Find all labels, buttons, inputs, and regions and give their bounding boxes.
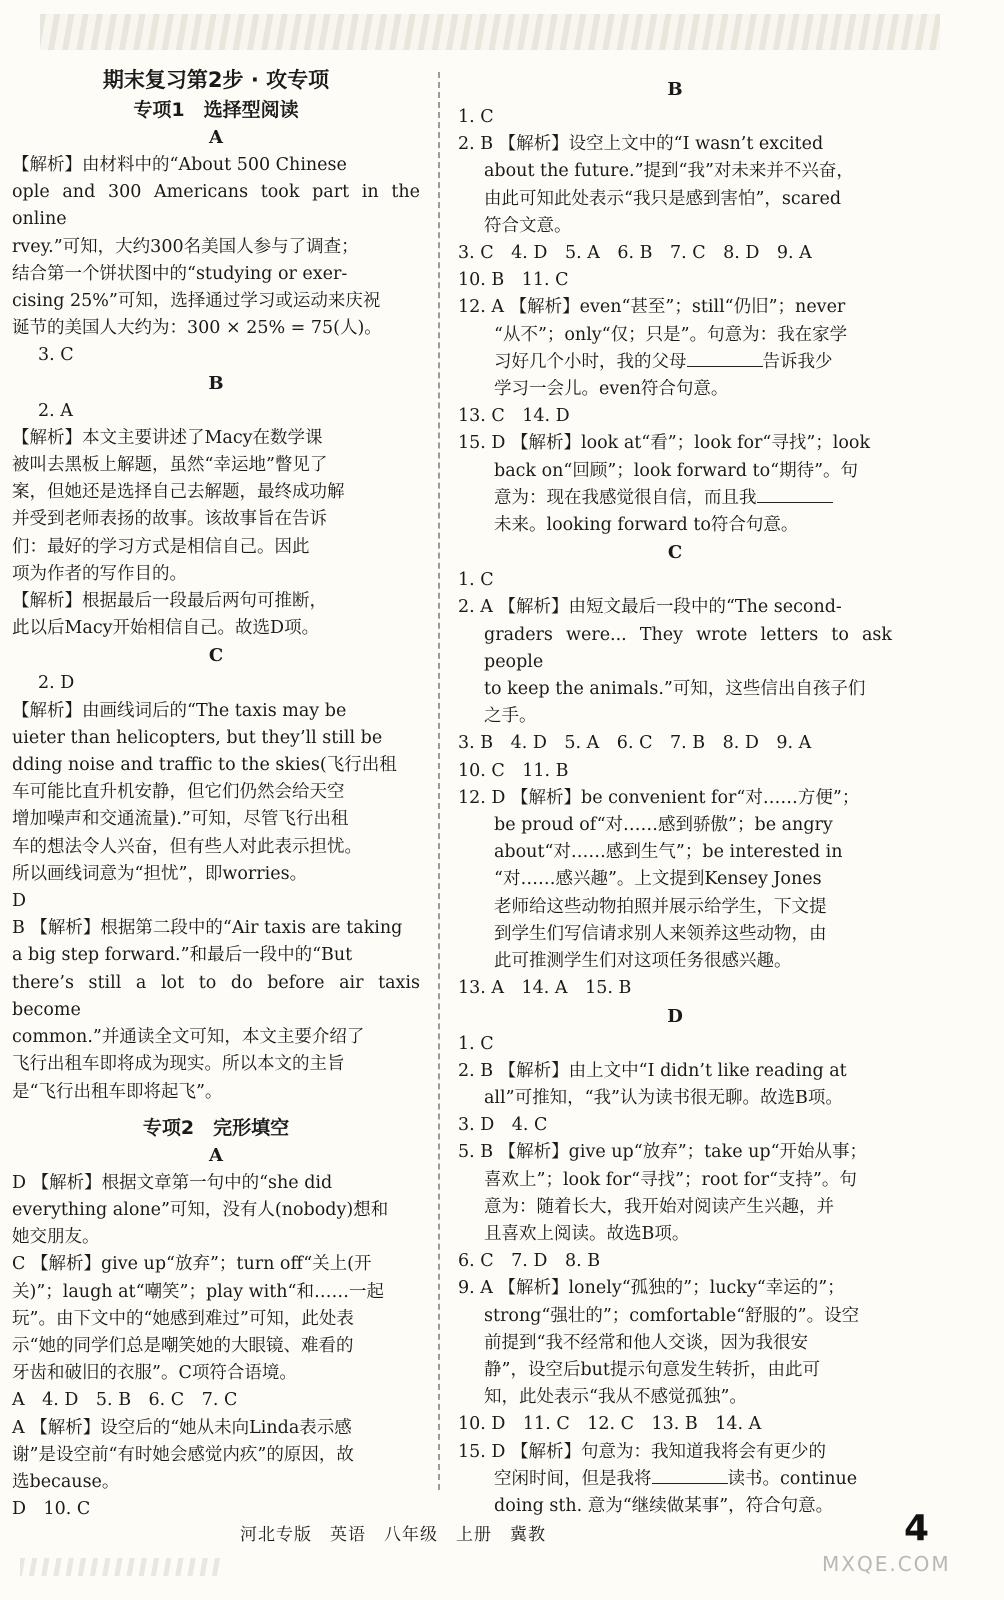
answer-text: 诞节的美国人大约为：300 × 25% = 75(人)。 — [12, 318, 382, 339]
answer-line: 1. C — [458, 570, 494, 591]
answer-text: 项为作者的写作目的。 — [12, 563, 187, 584]
answer-line: 1. C — [458, 1033, 494, 1054]
passage-c-heading: C — [667, 542, 683, 564]
answer-line: 13. C 14. D — [458, 406, 570, 427]
answer-text: 选because。 — [12, 1471, 120, 1492]
page-title: 期末复习第2步 · 攻专项 — [102, 68, 330, 92]
answer-text: about“对……感到生气”；be interested in — [494, 842, 843, 863]
answer-line: 10. D 11. C 12. C 13. B 14. A — [458, 1414, 762, 1435]
fill-blank — [757, 486, 833, 503]
answer-text: 车可能比直升机安静，但它们仍然会给天空 — [12, 782, 345, 803]
passage-d-heading: D — [667, 1005, 683, 1027]
answer-text: 5. B 【解析】give up“放弃”；take up“开始从事； — [458, 1142, 868, 1163]
answer-text — [458, 349, 892, 376]
answer-text: 案，但她还是选择自己去解题，最终成功解 — [12, 482, 345, 503]
fill-blank — [687, 350, 763, 367]
answer-text: 15. D 【解析】句意为：我知道我将会有更少的 — [458, 1441, 826, 1462]
answer-text: rvey.”可知，大约300名美国人参与了调查； — [12, 236, 359, 257]
answer-text-part: 习好几个小时，我的父母 — [494, 351, 687, 372]
answer-line: 3. B 4. D 5. A 6. C 7. B 8. D 9. A — [458, 733, 812, 754]
answer-text: 结合第一个饼状图中的“studying or exer- — [12, 263, 348, 284]
answer-text: 被叫去黑板上解题，虽然“幸运地”瞥见了 — [12, 455, 328, 476]
answer-text: a big step forward.”和最后一段中的“But — [12, 945, 353, 966]
answer-text: back on“回顾”；look forward to“期待”。句 — [494, 460, 859, 481]
answer-text: 所以画线词意为“担忧”，即worries。 — [12, 863, 308, 884]
answer-text: “从不”；only“仅；只是”。句意为：我在家学 — [494, 324, 848, 345]
answer-text: dding noise and traffic to the skies(飞行出租 — [12, 755, 397, 776]
section-title-2: 专项2 完形填空 — [142, 1116, 290, 1139]
answer-text: 15. D 【解析】look at“看”；look for“寻找”；look — [458, 433, 871, 454]
answer-line: 10. B 11. C — [458, 270, 569, 291]
answer-text: 之手。 — [484, 706, 537, 727]
answer-text: be proud of“对……感到骄傲”；be angry — [494, 815, 833, 836]
answer-text-part: 空闲时间，但是我将 — [494, 1468, 652, 1489]
answer-line: D 10. C — [12, 1499, 91, 1520]
answer-text: D 【解析】根据文章第一句中的“she did — [12, 1172, 333, 1193]
answer-text: 知，此处表示“我从不感觉孤独”。 — [484, 1387, 747, 1408]
bottom-decorative-band — [20, 1558, 220, 1576]
fill-blank — [652, 1467, 728, 1484]
answer-text: 前提到“我不经常和他人交谈，因为我很安 — [484, 1332, 808, 1353]
answer-text: 2. B 【解析】由上文中“I didn’t like reading at — [458, 1060, 847, 1081]
answer-text-part: 告诉我少 — [762, 351, 833, 372]
page-footer — [0, 1506, 1004, 1600]
answer-text-part: 意为：现在我感觉很自信，而且我 — [494, 487, 757, 508]
answer-line: 2. D — [38, 673, 75, 694]
answer-text: 学习一会儿。even符合句意。 — [494, 379, 729, 400]
column-divider — [438, 72, 440, 1490]
answer-text: 此以后Macy开始相信自己。故选D项。 — [12, 618, 320, 639]
footer-edition-info: 河北专版 英语 八年级 上册 冀教 — [240, 1525, 546, 1545]
answer-text: graders were... They wrote letters to ask people — [484, 624, 892, 672]
answer-text: 喜欢上”；look for“寻找”；root for“支持”。句 — [484, 1169, 857, 1190]
answer-text: there’s still a lot to do before air taxis become — [12, 972, 420, 1020]
answer-text: 此可推测学生们对这项任务很感兴趣。 — [494, 951, 792, 972]
answer-text: 【解析】由画线词后的“The taxis may be — [12, 700, 347, 721]
answer-text: uieter than helicopters, but they’ll still be — [12, 727, 383, 748]
top-decorative-band — [40, 14, 940, 50]
answer-text: 示“她的同学们总是嘲笑她的大眼镜、难看的 — [12, 1335, 354, 1356]
answer-line: A 4. D 5. B 6. C 7. C — [12, 1390, 238, 1411]
answer-text: 【解析】由材料中的“About 500 Chinese — [12, 155, 347, 175]
answer-line: 1. C — [458, 107, 494, 127]
answer-text: 并受到老师表扬的故事。该故事旨在告诉 — [12, 509, 327, 530]
answer-text: B 【解析】根据第二段中的“Air taxis are taking — [12, 918, 403, 939]
passage-b-heading: B — [208, 372, 224, 394]
answer-line: 13. A 14. A 15. B — [458, 978, 632, 999]
answer-text: about the future.”提到“我”对未来并不兴奋， — [484, 161, 854, 182]
answer-text: cising 25%”可知，选择通过学习或运动来庆祝 — [12, 291, 381, 312]
answer-text — [458, 485, 892, 512]
answer-text-part: 读书。continue — [727, 1468, 858, 1489]
answer-text — [458, 1466, 892, 1493]
answer-text: 由此可知此处表示“我只是感到害怕”，scared — [484, 188, 842, 209]
page-number: 4 — [904, 1508, 930, 1549]
answer-text: 牙齿和破旧的衣服”。C项符合语境。 — [12, 1363, 297, 1384]
answer-text: 2. B 【解析】设空上文中的“I wasn’t excited — [458, 134, 824, 155]
answer-text: all”可推知，“我”认为读书很无聊。故选B项。 — [484, 1087, 843, 1108]
answer-text: 且喜欢上阅读。故选B项。 — [484, 1223, 690, 1244]
answer-text: 们：最好的学习方式是相信自己。因此 — [12, 536, 310, 557]
answer-text: 车的想法令人兴奋，但有些人对此表示担忧。 — [12, 836, 362, 857]
answer-text: 增加噪声和交通流量).”可知，尽管飞行出租 — [12, 809, 349, 830]
answer-text: ople and 300 Americans took part in the online — [12, 182, 420, 230]
answer-text: 谢”是设空前“有时她会感觉内疚”的原因，故 — [12, 1444, 354, 1465]
answer-text: common.”并通读全文可知，本文主要介绍了 — [12, 1027, 365, 1048]
answer-text: A 【解析】设空后的“她从未向Linda表示感 — [12, 1417, 352, 1438]
answer-text: 玩”。由下文中的“她感到难过”可知，此处表 — [12, 1308, 354, 1329]
answer-line: 10. C 11. B — [458, 760, 569, 781]
answer-line: 3. D 4. C — [458, 1115, 548, 1136]
answer-text: 符合文意。 — [484, 215, 572, 236]
left-column — [12, 60, 420, 1523]
answer-text: 12. A 【解析】even“甚至”；still“仍旧”；never — [458, 297, 846, 318]
answer-text: 【解析】本文主要讲述了Macy在数学课 — [12, 427, 323, 448]
answer-text: everything alone”可知，没有人(nobody)想和 — [12, 1199, 389, 1220]
watermark: MXQE.COM — [822, 1552, 951, 1576]
section-title-1: 专项1 选择型阅读 — [133, 99, 299, 121]
answer-text: 老师给这些动物拍照并展示给学生，下文提 — [494, 896, 827, 917]
answer-text: C 【解析】give up“放弃”；turn off“关上(开 — [12, 1254, 372, 1275]
answer-line: 3. C — [38, 345, 74, 366]
answer-text: 到学生们写信请求别人来领养这些动物，由 — [494, 923, 827, 944]
answer-text: “对……感兴趣”。上文提到Kensey Jones — [494, 869, 822, 890]
answer-line: 3. C 4. D 5. A 6. B 7. C 8. D 9. A — [458, 243, 812, 264]
answer-text: 【解析】根据最后一段最后两句可推断， — [12, 591, 327, 612]
answer-text: 关)”；laugh at“嘲笑”；play with“和……一起 — [12, 1281, 384, 1302]
answer-text: 飞行出租车即将成为现实。所以本文的主旨 — [12, 1054, 345, 1075]
cloze-a-heading: A — [209, 1144, 223, 1166]
passage-a-heading: A — [209, 127, 223, 148]
passage-c-heading: C — [208, 645, 224, 667]
answer-text: doing sth. 意为“继续做某事”，符合句意。 — [494, 1495, 834, 1516]
answer-text: 静”，设空后but提示句意发生转折，由此可 — [484, 1359, 820, 1380]
answer-text: 9. A 【解析】lonely“孤独的”；lucky“幸运的”； — [458, 1278, 845, 1299]
answer-line: 2. A — [38, 400, 73, 421]
answer-text: to keep the animals.”可知，这些信出自孩子们 — [484, 679, 866, 700]
answer-text: D — [12, 891, 27, 912]
passage-b-heading: B — [667, 79, 683, 100]
right-column — [458, 60, 892, 1520]
answer-line: 6. C 7. D 8. B — [458, 1251, 601, 1272]
answer-text: strong“强壮的”；comfortable“舒服的”。设空 — [484, 1305, 860, 1326]
answer-text: 未来。looking forward to符合句意。 — [494, 515, 799, 536]
answer-text: 12. D 【解析】be convenient for“对……方便”； — [458, 787, 860, 808]
answer-text: 意为：随着长大，我开始对阅读产生兴趣，并 — [484, 1196, 834, 1217]
answer-text: 2. A 【解析】由短文最后一段中的“The second- — [458, 597, 842, 618]
answer-text: 她交朋友。 — [12, 1227, 100, 1248]
answer-text: 是“飞行出租车即将起飞”。 — [12, 1081, 223, 1102]
